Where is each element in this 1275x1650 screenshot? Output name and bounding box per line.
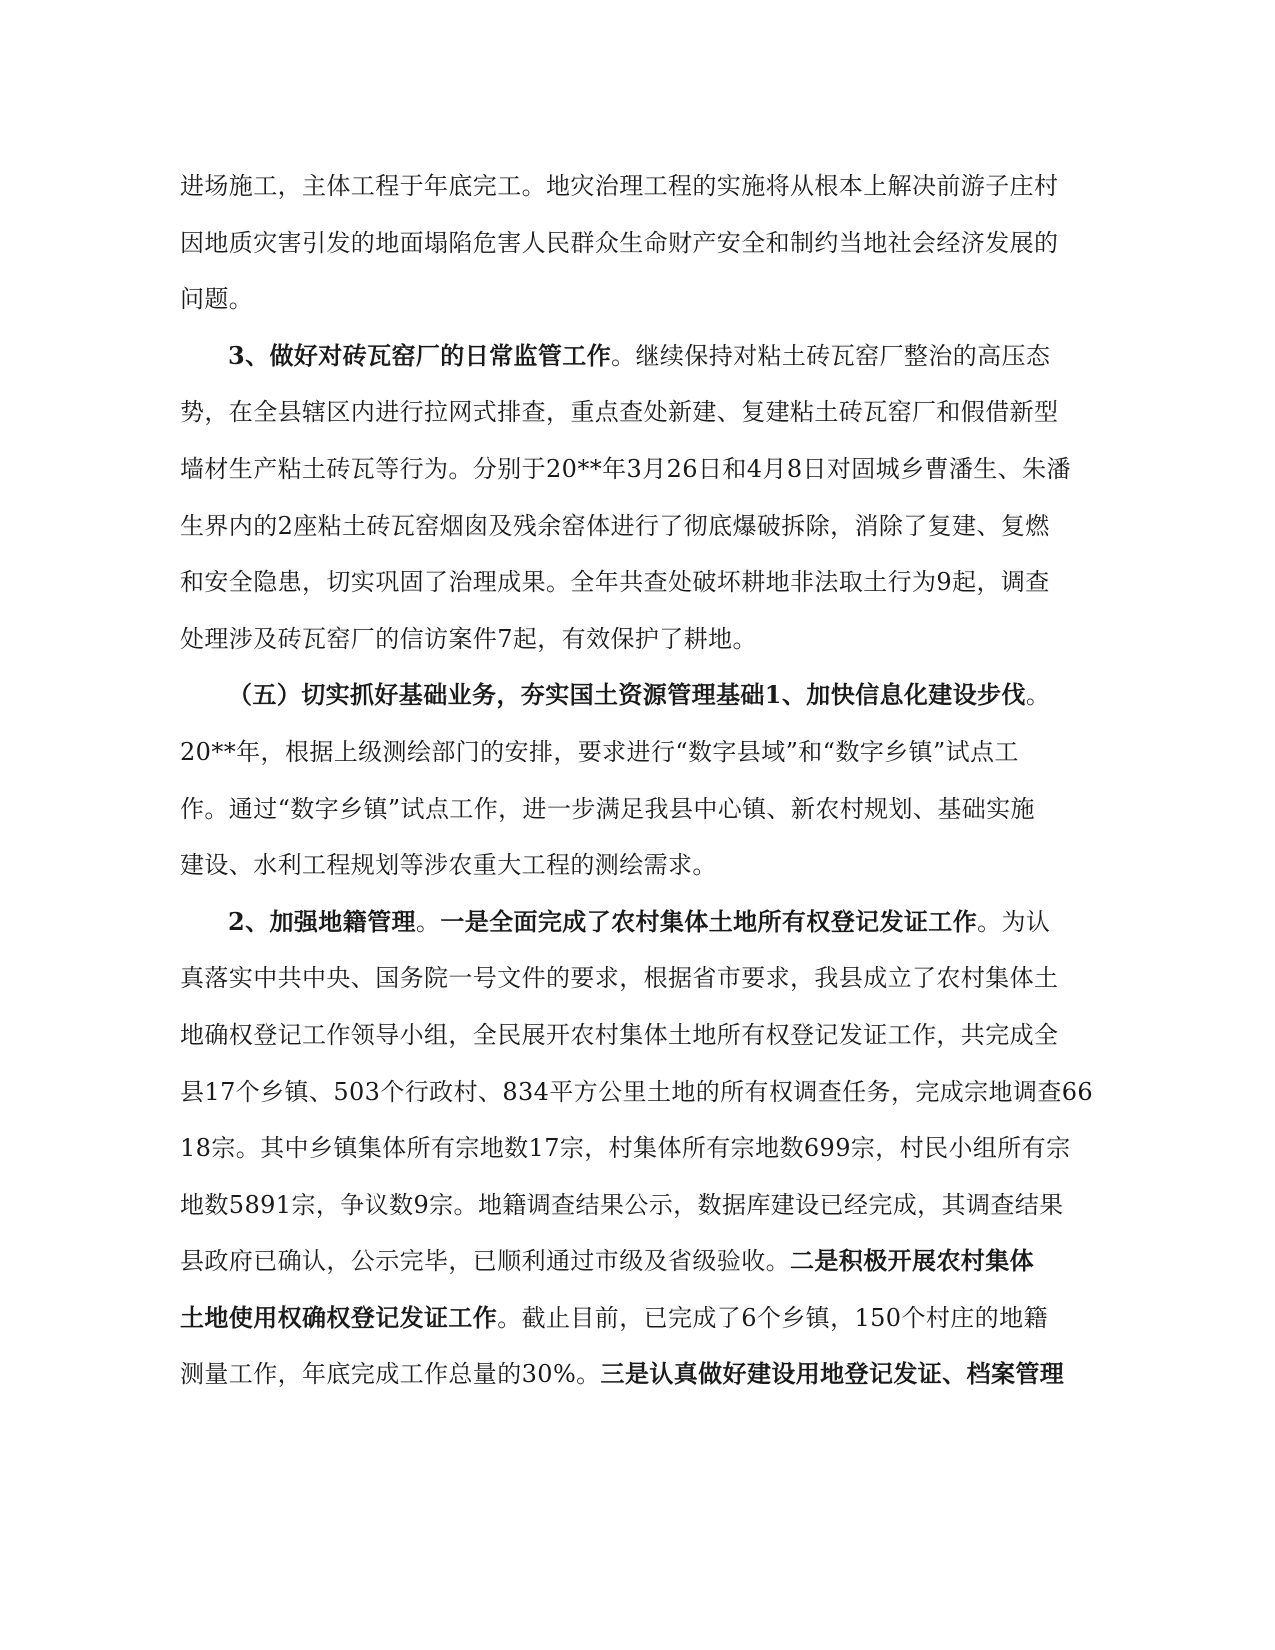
text-line-12 [180,781,1040,838]
text-span: 地确权登记工作领导小组，全民展开农村集体土地所有权登记发证工作，共完成全 [180,1020,1059,1049]
text-span: 真落实中共中央、国务院一号文件的要求，根据省市要求，我县成立了农村集体土 [180,964,1059,993]
text-span: 。截止目前，已完成了6个乡镇，150个村庄的地籍 [497,1303,1048,1332]
text-line-3 [180,271,1040,328]
text-span: 问题。 [180,285,254,314]
text-line-17 [180,1064,1094,1121]
text-span: 。 [415,907,441,936]
text-span: 地数5891宗，争议数9宗。地籍调查结果公示，数据库建设已经完成，其调查结果 [180,1190,1064,1219]
text-span: 县17个乡镇、503个行政村、834平方公里土地的所有权调查任务，完成宗地调查66 [180,1077,1094,1106]
text-span: 建设、水利工程规划等涉农重大工程的测绘需求。 [180,851,717,880]
text-span: 进场施工，主体工程于年底完工。地灾治理工程的实施将从根本上解决前游子庄村 [180,172,1059,200]
text-line-22 [180,1346,1065,1403]
text-line-16 [180,1007,1059,1064]
bold-heading: （五）切实抓好基础业务，夯实国土资源管理基础1、加快信息化建设步伐 [228,680,1026,710]
text-span: 因地质灾害引发的地面塌陷危害人民群众生命财产安全和制约当地社会经济发展的 [180,228,1059,257]
text-line-8 [180,554,1050,611]
text-line-6 [180,441,1071,498]
text-line-7 [180,498,1050,555]
bold-phrase: 土地使用权确权登记发证工作 [180,1302,498,1332]
text-span: 。为认 [977,907,1051,936]
text-line-19 [180,1177,1064,1234]
text-line-20 [180,1233,1040,1290]
text-line-2 [180,215,1059,272]
text-span: 测量工作，年底完成工作总量的30%。 [180,1360,601,1389]
text-line-5 [180,384,1059,441]
text-span: 墙材生产粘土砖瓦等行为。分别于20**年3月26日和4月8日对固城乡曹潘生、朱潘 [180,454,1071,483]
bold-heading: 3、做好对砖瓦窑厂的日常监管工作 [228,340,612,370]
text-line-18 [180,1120,1071,1177]
text-line-13 [180,837,1040,894]
text-line-15 [180,950,1059,1007]
text-span: 处理涉及砖瓦窑厂的信访案件7起，有效保护了耕地。 [180,624,757,653]
text-span: 作。通过“数字乡镇”试点工作，进一步满足我县中心镇、新农村规划、基础实施 [180,794,1035,823]
text-line-21 [180,1290,1048,1347]
text-line-10 [180,667,1051,724]
text-line-4 [180,328,1051,385]
bold-phrase: 一是全面完成了农村集体土地所有权登记发证工作 [440,906,978,936]
text-line-1 [180,158,1059,215]
bold-phrase: 三是认真做好建设用地登记发证、档案管理 [600,1359,1065,1389]
text-span: 20**年，根据上级测绘部门的安排，要求进行“数字县域”和“数字乡镇”试点工 [180,737,1019,766]
document-body [180,158,1094,1403]
text-span: 势，在全县辖区内进行拉网式排查，重点查处新建、复建粘土砖瓦窑厂和假借新型 [180,398,1059,427]
text-span: 和安全隐患，切实巩固了治理成果。全年共查处破坏耕地非法取土行为9起，调查 [180,568,1050,597]
bold-heading: 2、加强地籍管理 [228,906,416,936]
text-line-9 [180,611,1040,668]
text-line-11 [180,724,1040,781]
text-span: 18宗。其中乡镇集体所有宗地数17宗，村集体所有宗地数699宗，村民小组所有宗 [180,1134,1071,1163]
text-span: 生界内的2座粘土砖瓦窑烟囱及残余窑体进行了彻底爆破拆除，消除了复建、复燃 [180,511,1050,540]
text-line-14 [180,894,1051,951]
text-span: 县政府已确认，公示完毕，已顺利通过市级及省级验收。 [180,1247,790,1276]
bold-phrase: 二是积极开展农村集体 [790,1246,1034,1276]
text-span: 。继续保持对粘土砖瓦窑厂整治的高压态 [611,341,1051,370]
text-span: 。 [1025,681,1051,710]
